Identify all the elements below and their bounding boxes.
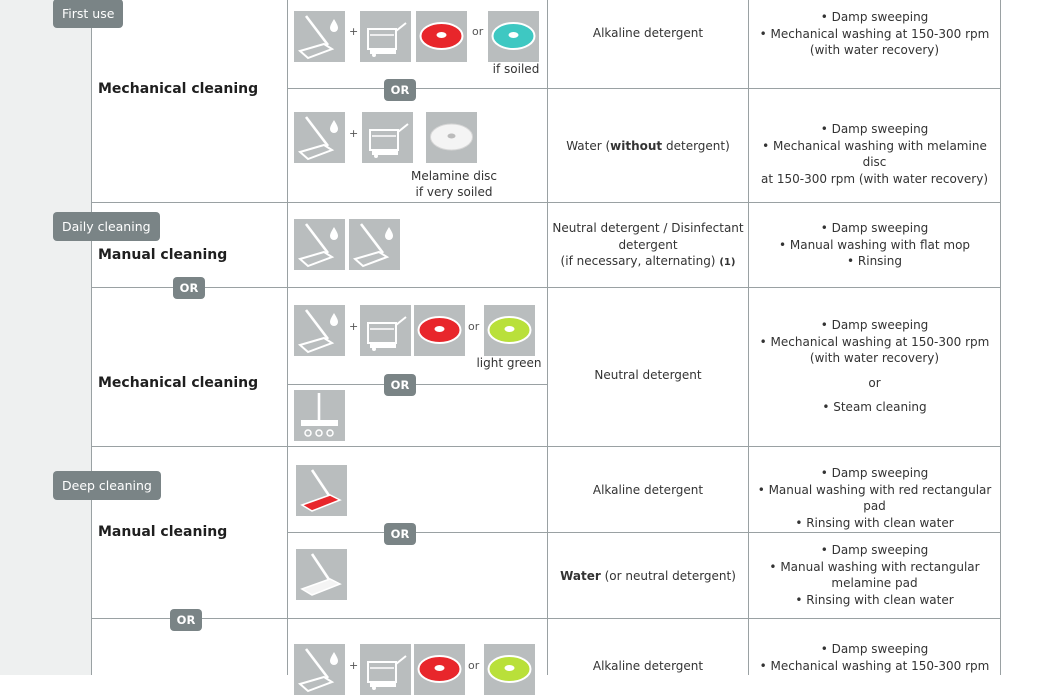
lightgreen-disc-icon bbox=[484, 305, 535, 356]
procedure-cell: • Damp sweeping • Mechanical washing at 150-300 rpm (with water recovery) bbox=[759, 10, 990, 57]
row-divider bbox=[91, 202, 1001, 203]
table-border-left bbox=[91, 0, 92, 675]
melamine-disc-icon bbox=[426, 112, 477, 163]
scrubber-machine-icon bbox=[360, 305, 411, 356]
damp-mop-icon bbox=[294, 305, 345, 356]
method-mechanical-cleaning: Mechanical cleaning bbox=[98, 81, 259, 97]
caption-if-soiled: if soiled bbox=[492, 62, 540, 76]
or-text: or bbox=[468, 320, 480, 333]
steam-cleaner-icon bbox=[294, 390, 345, 441]
melamine-pad-mop-icon bbox=[296, 549, 347, 600]
row-divider bbox=[91, 446, 1001, 447]
or-badge: OR bbox=[384, 374, 416, 396]
procedure-cell: • Damp sweeping • Manual washing with rectangular melamine pad • Rinsing with clean water bbox=[769, 543, 980, 607]
method-manual-cleaning: Manual cleaning bbox=[98, 524, 228, 540]
or-badge: OR bbox=[384, 523, 416, 545]
or-text: or bbox=[468, 659, 480, 672]
product-neutral: Neutral detergent bbox=[594, 368, 702, 382]
damp-mop-icon bbox=[294, 219, 345, 270]
or-text: or bbox=[472, 25, 484, 38]
row-divider bbox=[287, 384, 547, 385]
table-border-right bbox=[1000, 0, 1001, 675]
damp-mop-icon bbox=[294, 112, 345, 163]
product-alkaline: Alkaline detergent bbox=[592, 659, 704, 673]
section-tag-daily-cleaning: Daily cleaning bbox=[53, 212, 160, 241]
plus-sign: + bbox=[349, 127, 359, 140]
row-divider bbox=[91, 287, 1001, 288]
column-divider bbox=[287, 0, 288, 675]
red-disc-icon bbox=[414, 305, 465, 356]
damp-mop-icon bbox=[349, 219, 400, 270]
product-alkaline: Alkaline detergent bbox=[592, 483, 704, 497]
product-water-or-neutral: Water (or neutral detergent) bbox=[560, 569, 736, 583]
product-water-without: Water (without detergent) bbox=[566, 139, 730, 153]
scrubber-machine-icon bbox=[360, 644, 411, 695]
or-badge: OR bbox=[384, 79, 416, 101]
method-mechanical-cleaning: Mechanical cleaning bbox=[98, 375, 259, 391]
procedure-cell: • Damp sweeping • Manual washing with red rectangular pad • Rinsing with clean water bbox=[757, 466, 992, 530]
procedure-cell: • Damp sweeping • Mechanical washing at 150-300 rpm bbox=[759, 642, 990, 673]
damp-mop-icon bbox=[294, 11, 345, 62]
product-alkaline: Alkaline detergent bbox=[592, 26, 704, 40]
caption-melamine-disc: Melamine disc if very soiled bbox=[410, 169, 498, 199]
lightgreen-disc-icon bbox=[484, 644, 535, 695]
scrubber-machine-icon bbox=[360, 11, 411, 62]
red-pad-mop-icon bbox=[296, 465, 347, 516]
product-neutral-disinfectant: Neutral detergent / Disinfectant detergent (if necessary, alternating) (1) bbox=[552, 221, 744, 268]
left-margin-band bbox=[0, 0, 91, 675]
damp-mop-icon bbox=[294, 644, 345, 695]
scrubber-machine-icon bbox=[362, 112, 413, 163]
procedure-cell: • Damp sweeping • Mechanical washing with melamine disc at 150-300 rpm (with water recovery) bbox=[760, 122, 989, 186]
procedure-cell: • Damp sweeping • Manual washing with flat mop • Rinsing bbox=[778, 221, 971, 268]
method-manual-cleaning: Manual cleaning bbox=[98, 247, 228, 263]
section-tag-deep-cleaning: Deep cleaning bbox=[53, 471, 161, 500]
section-tag-first-use: First use bbox=[53, 0, 123, 28]
row-divider bbox=[91, 618, 1001, 619]
plus-sign: + bbox=[349, 659, 359, 672]
plus-sign: + bbox=[349, 320, 359, 333]
caption-light-green: light green bbox=[476, 356, 542, 370]
red-disc-icon bbox=[414, 644, 465, 695]
procedure-cell: • Damp sweeping • Mechanical washing at 150-300 rpm (with water recovery) or • Steam cleaning bbox=[759, 318, 990, 414]
or-badge: OR bbox=[173, 277, 205, 299]
red-disc-icon bbox=[416, 11, 467, 62]
or-badge: OR bbox=[170, 609, 202, 631]
plus-sign: + bbox=[349, 25, 359, 38]
turquoise-disc-icon bbox=[488, 11, 539, 62]
